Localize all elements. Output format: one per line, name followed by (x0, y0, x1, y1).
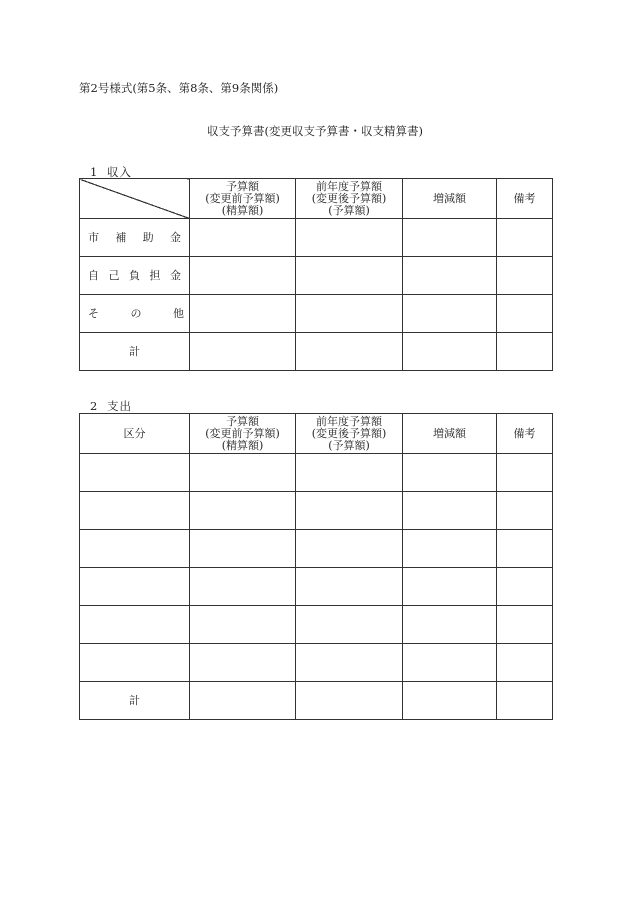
table-cell (497, 295, 553, 333)
expense-total-label: 計 (80, 682, 190, 720)
table-cell (497, 682, 553, 720)
income-header-remarks: 備考 (497, 179, 553, 219)
table-cell (80, 454, 190, 492)
table-cell (403, 644, 497, 682)
expense-row-total (80, 682, 553, 720)
table-cell (403, 295, 497, 333)
table-cell (403, 492, 497, 530)
table-cell (296, 682, 403, 720)
table-cell (296, 454, 403, 492)
table-cell (190, 454, 296, 492)
table-cell (80, 644, 190, 682)
expense-heading (90, 398, 132, 414)
table-cell (403, 454, 497, 492)
table-cell (296, 606, 403, 644)
form-number: 第2号様式(第5条、第8条、第9条関係) (79, 81, 279, 95)
table-cell (296, 295, 403, 333)
table-cell (497, 333, 553, 371)
income-budget-line1: 予算額 (226, 179, 259, 193)
income-row-city-subsidy (80, 219, 553, 257)
expense-header-budget (190, 414, 296, 454)
income-row-self-pay (80, 257, 553, 295)
table-cell (296, 219, 403, 257)
expense-budget-line1: 予算額 (226, 414, 259, 428)
expense-table (79, 413, 553, 720)
income-label-city-subsidy (80, 219, 190, 257)
table-cell (403, 219, 497, 257)
table-cell (497, 530, 553, 568)
label-char: 助 (142, 230, 154, 244)
expense-header-change: 増減額 (403, 414, 497, 454)
table-cell (190, 257, 296, 295)
table-cell (497, 644, 553, 682)
label-char: 補 (115, 230, 127, 244)
table-cell (497, 492, 553, 530)
expense-header-prev-budget (296, 414, 403, 454)
table-cell (403, 606, 497, 644)
label-char: 己 (108, 268, 120, 282)
expense-budget-line2: (変更前予算額) (205, 426, 280, 440)
document-title: 収支予算書(変更収支予算書・収支精算書) (207, 124, 423, 138)
label-char: の (130, 306, 142, 320)
income-prev-line3: (予算額) (328, 203, 370, 217)
table-cell (497, 606, 553, 644)
income-label-other (80, 295, 190, 333)
table-cell (497, 257, 553, 295)
income-total-label: 計 (80, 333, 190, 371)
table-cell (403, 568, 497, 606)
income-prev-line2: (変更後予算額) (311, 191, 387, 205)
table-cell (190, 530, 296, 568)
expense-prev-line2: (変更後予算額) (311, 426, 387, 440)
table-cell (497, 454, 553, 492)
income-header-budget (190, 179, 296, 219)
table-row (80, 644, 553, 682)
table-cell (296, 530, 403, 568)
table-cell (296, 257, 403, 295)
table-cell (190, 568, 296, 606)
label-char: 負 (129, 268, 140, 282)
income-header-row (80, 179, 553, 219)
table-cell (296, 492, 403, 530)
label-char: 市 (88, 230, 99, 244)
expense-header-row (80, 414, 553, 454)
table-cell (403, 333, 497, 371)
label-char: 自 (88, 268, 99, 282)
table-cell (403, 530, 497, 568)
expense-header-category: 区分 (80, 414, 190, 454)
table-cell (190, 219, 296, 257)
income-diagonal-cell (80, 179, 190, 219)
table-cell (296, 333, 403, 371)
table-cell (296, 568, 403, 606)
income-label-self-pay (80, 257, 190, 295)
income-prev-line1: 前年度予算額 (316, 179, 382, 193)
table-row (80, 568, 553, 606)
table-row (80, 454, 553, 492)
income-section-title: 収入 (107, 165, 132, 179)
expense-header-remarks: 備考 (497, 414, 553, 454)
table-cell (497, 568, 553, 606)
table-cell (497, 219, 553, 257)
table-row (80, 492, 553, 530)
table-cell (80, 606, 190, 644)
income-budget-line3: (精算額) (221, 203, 264, 217)
income-budget-line2: (変更前予算額) (205, 191, 280, 205)
table-cell (80, 568, 190, 606)
table-cell (403, 257, 497, 295)
expense-budget-line3: (精算額) (221, 438, 264, 452)
table-cell (80, 492, 190, 530)
table-cell (403, 682, 497, 720)
income-row-other (80, 295, 553, 333)
expense-prev-line1: 前年度予算額 (316, 414, 382, 428)
income-header-change: 増減額 (403, 179, 497, 219)
income-section-number: 1 (90, 165, 99, 179)
income-header-prev-budget (296, 179, 403, 219)
income-table (79, 178, 553, 371)
label-char: そ (88, 306, 99, 320)
label-char: 他 (173, 306, 184, 320)
table-cell (190, 333, 296, 371)
table-cell (80, 530, 190, 568)
table-cell (190, 682, 296, 720)
table-row (80, 606, 553, 644)
expense-section-number: 2 (90, 399, 99, 413)
label-char: 担 (149, 268, 161, 282)
label-char: 金 (170, 268, 181, 282)
table-cell (190, 606, 296, 644)
table-row (80, 530, 553, 568)
table-cell (190, 644, 296, 682)
income-row-total (80, 333, 553, 371)
expense-prev-line3: (予算額) (328, 438, 370, 452)
label-char: 金 (169, 230, 181, 244)
expense-section-title: 支出 (107, 399, 132, 413)
table-cell (190, 295, 296, 333)
table-cell (296, 644, 403, 682)
table-cell (190, 492, 296, 530)
